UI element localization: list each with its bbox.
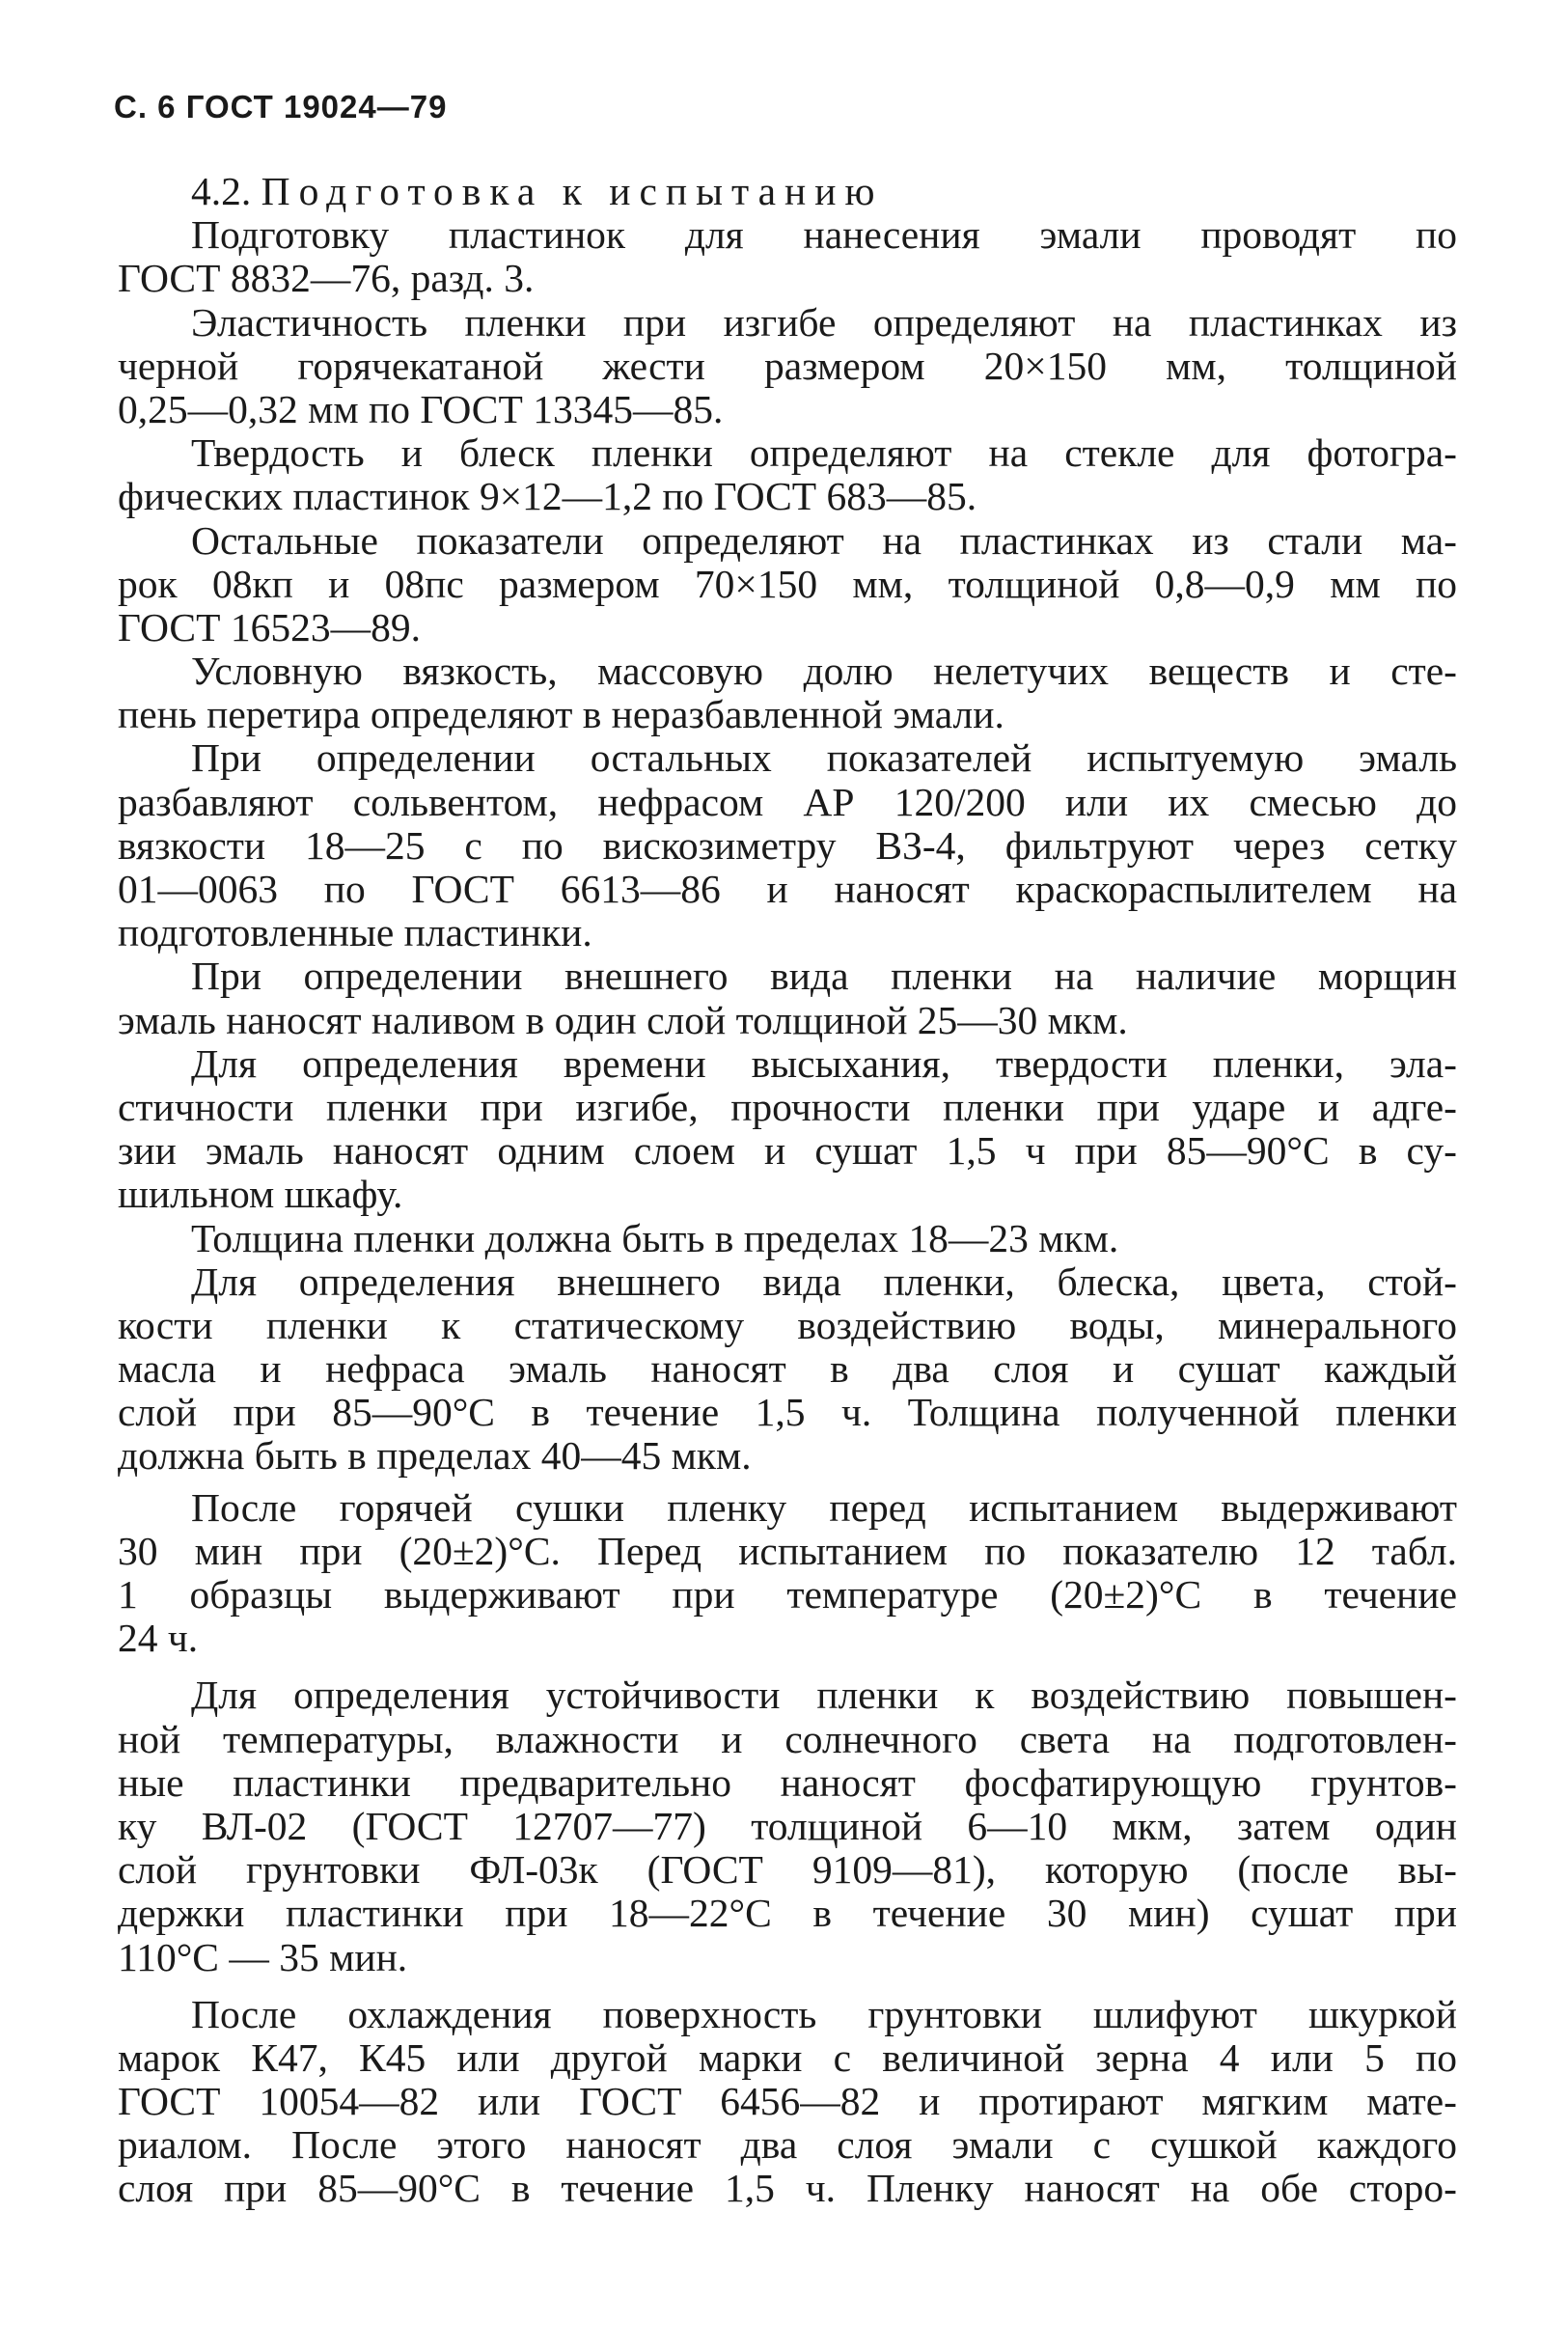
text-line: пень перетира определяют в неразбавленной эмали. [118, 692, 1004, 737]
text-line: риалом. После этого наносят два слоя эмали с сушкой каждого [118, 2123, 1457, 2168]
text-line: слой при 85—90°С в течение 1,5 ч. Толщина полученной пленки [118, 1391, 1457, 1435]
paragraph [118, 1217, 1457, 1260]
section-heading [118, 170, 1457, 213]
text-line: Для определения устойчивости пленки к воздействию повышен- [191, 1673, 1457, 1718]
text-line: Эластичность пленки при изгибе определяют на пластинках из [191, 300, 1457, 345]
paragraph [118, 650, 1457, 736]
document-body [118, 170, 1457, 2211]
text-line: ной температуры, влажности и солнечного света на подготовлен- [118, 1717, 1457, 1761]
text-line: После горячей сушки пленку перед испытанием выдерживают [191, 1485, 1457, 1530]
text-line: стичности пленки при изгибе, прочности пленки при ударе и адге- [118, 1085, 1457, 1129]
paragraph [118, 301, 1457, 432]
text-line: зии эмаль наносят одним слоем и сушат 1,5 ч при 85—90°С в су- [118, 1129, 1457, 1174]
paragraph [118, 431, 1457, 518]
text-line: держки пластинки при 18—22°С в течение 30 мин) сушат при [118, 1892, 1457, 1936]
text-line: кости пленки к статическому воздействию воды, минерального [118, 1303, 1457, 1347]
paragraph [118, 1993, 1457, 2211]
text-line: марок К47, К45 или другой марки с величиной зерна 4 или 5 по [118, 2035, 1457, 2080]
paragraph [118, 736, 1457, 954]
paragraph [118, 213, 1457, 300]
text-line: рок 08кп и 08пс размером 70×150 мм, толщиной 0,8—0,9 мм по [118, 562, 1457, 606]
text-line: эмаль наносят наливом в один слой толщиной 25—30 мкм. [118, 997, 1128, 1042]
text-line: вязкости 18—25 с по вискозиметру ВЗ-4, фильтруют через сетку [118, 823, 1457, 868]
text-line: 24 ч. [118, 1616, 199, 1661]
text-line: ГОСТ 16523—89. [118, 604, 421, 650]
paragraph [118, 954, 1457, 1041]
text-line: Толщина пленки должна быть в пределах 18—23 мкм. [191, 1215, 1119, 1260]
paragraph [118, 1486, 1457, 1661]
text-line: ГОСТ 8832—76, разд. 3. [118, 256, 535, 301]
text-line: Твердость и блеск пленки определяют на стекле для фотогра- [191, 431, 1457, 476]
text-line: 0,25—0,32 мм по ГОСТ 13345—85. [118, 386, 724, 431]
text-line: черной горячекатаной жести размером 20×150 мм, толщиной [118, 344, 1457, 388]
section-title: Подготовка к испытанию [261, 169, 884, 213]
text-line: разбавляют сольвентом, нефрасом АР 120/200 или их смесью до [118, 780, 1457, 824]
text-line: масла и нефраса эмаль наносят в два слоя и сушат каждый [118, 1347, 1457, 1392]
paragraph [118, 519, 1457, 650]
text-line: 01—0063 по ГОСТ 6613—86 и наносят краскораспылителем на [118, 868, 1457, 911]
text-line: слоя при 85—90°С в течение 1,5 ч. Пленку наносят на обе сторо- [118, 2167, 1457, 2211]
text-line: Подготовку пластинок для нанесения эмали проводят по [191, 213, 1457, 258]
text-line: После охлаждения поверхность грунтовки шлифуют шкуркой [191, 1992, 1457, 2036]
text-line: ные пластинки предварительно наносят фосфатирующую грунтов- [118, 1760, 1457, 1805]
text-line: ГОСТ 10054—82 или ГОСТ 6456—82 и протирают мягким мате- [118, 2080, 1457, 2124]
text-line: шильном шкафу. [118, 1172, 403, 1217]
text-line: 110°С — 35 мин. [118, 1934, 408, 1979]
text-line: фических пластинок 9×12—1,2 по ГОСТ 683—85. [118, 474, 977, 519]
text-line: Остальные показатели определяют на пластинках из стали ма- [191, 518, 1457, 563]
page-header: С. 6 ГОСТ 19024—79 [114, 89, 448, 124]
section-number: 4.2. [191, 169, 252, 213]
paragraph [118, 1260, 1457, 1479]
text-line: 1 образцы выдерживают при температуре (20±2)°С в течение [118, 1573, 1457, 1617]
text-line: ку ВЛ-02 (ГОСТ 12707—77) толщиной 6—10 мкм, затем один [118, 1804, 1457, 1848]
text-line: 30 мин при (20±2)°С. Перед испытанием по показателю 12 табл. [118, 1529, 1457, 1573]
text-line: подготовленные пластинки. [118, 910, 592, 955]
text-line: Для определения времени высыхания, твердости пленки, эла- [191, 1041, 1457, 1086]
text-line: слой грунтовки ФЛ-03к (ГОСТ 9109—81), которую (после вы- [118, 1848, 1457, 1893]
text-line: Условную вязкость, массовую долю нелетучих веществ и сте- [191, 650, 1457, 694]
paragraph [118, 1673, 1457, 1978]
text-line: должна быть в пределах 40—45 мкм. [118, 1433, 752, 1479]
paragraph [118, 1042, 1457, 1217]
text-line: При определении внешнего вида пленки на наличие морщин [191, 954, 1457, 999]
text-line: При определении остальных показателей испытуемую эмаль [191, 736, 1457, 781]
text-line: Для определения внешнего вида пленки, блеска, цвета, стой- [191, 1259, 1457, 1304]
